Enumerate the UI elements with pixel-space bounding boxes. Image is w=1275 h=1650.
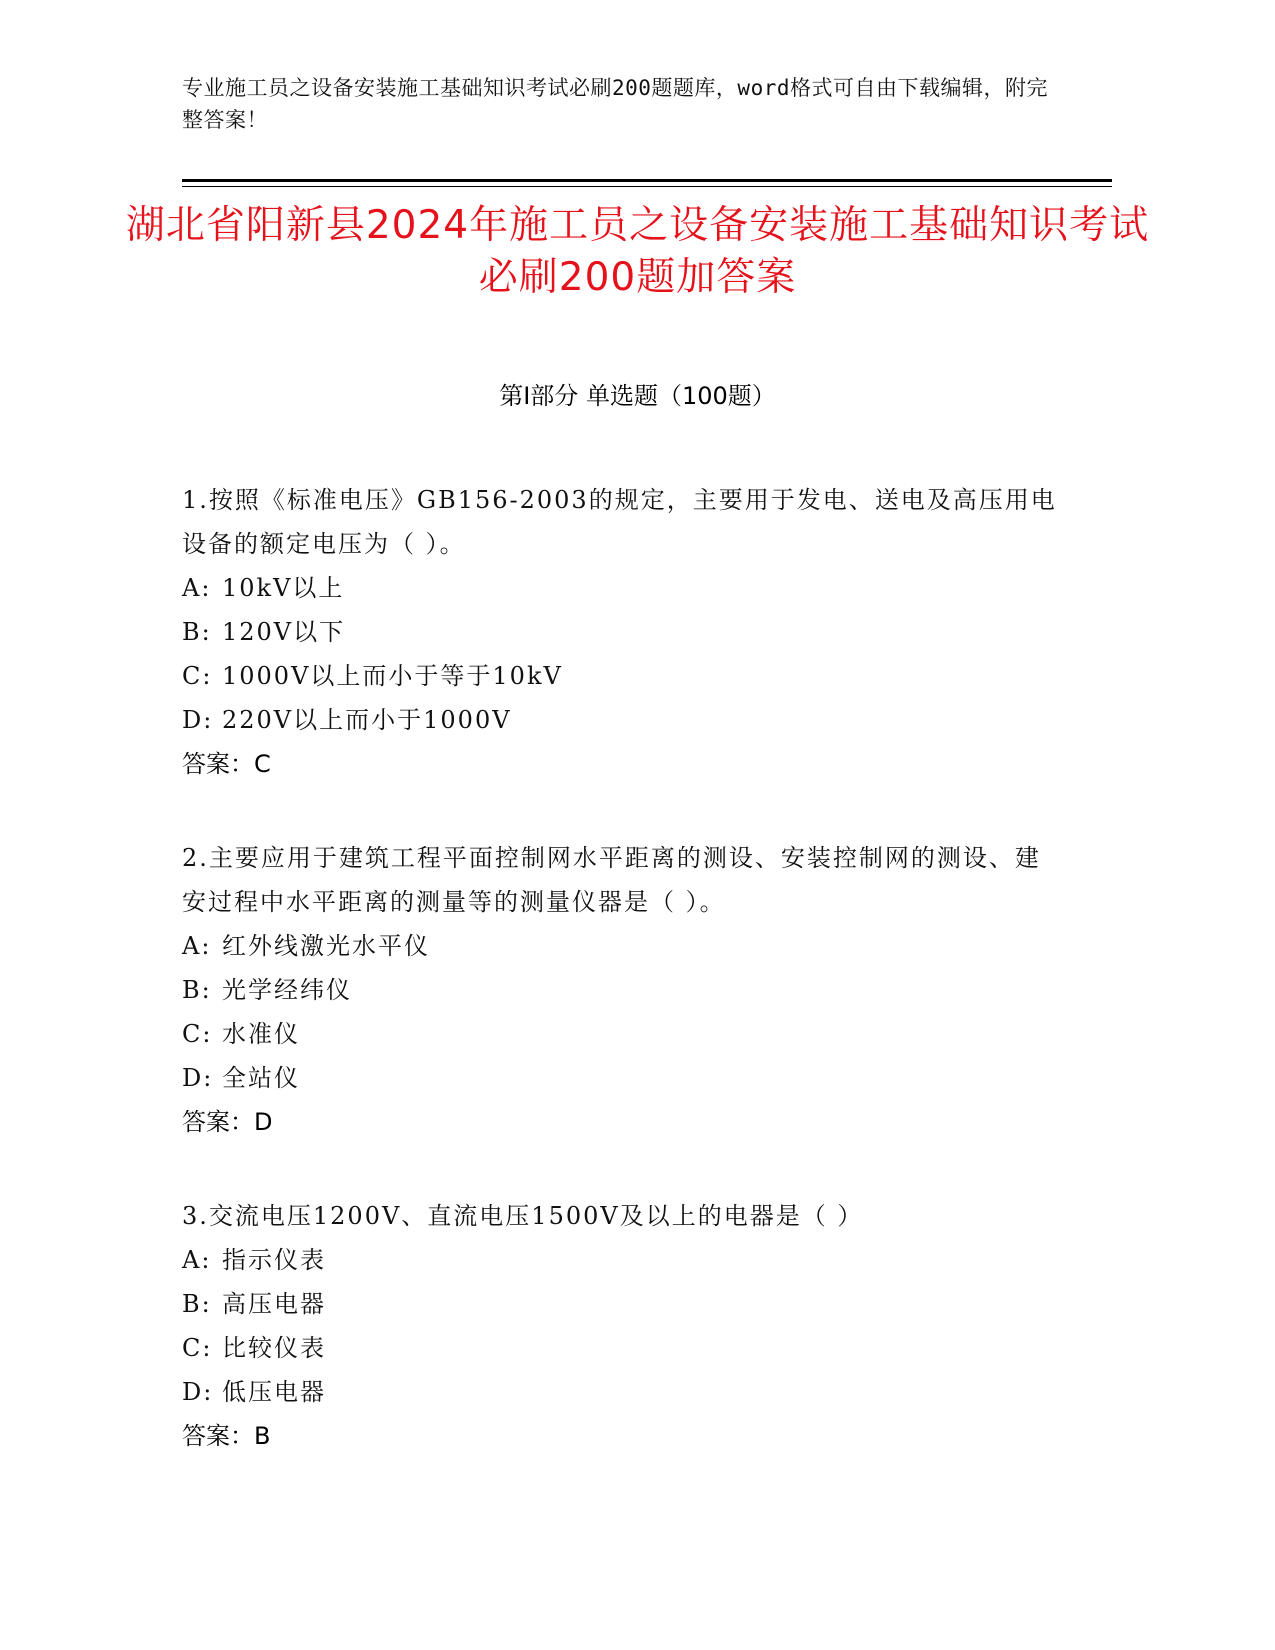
option-letter: A: — [182, 1246, 212, 1274]
document-title: 湖北省阳新县2024年施工员之设备安装施工基础知识考试必刷200题加答案 — [125, 203, 1150, 300]
header-divider-thick — [182, 179, 1112, 182]
question-list — [182, 478, 1062, 1508]
header-divider-thin — [182, 186, 1112, 187]
question-stem: 1.按照《标准电压》GB156-2003的规定，主要用于发电、送电及高压用电设备的额定电压为（ ）。 — [182, 486, 1057, 558]
option-letter: D: — [182, 706, 214, 734]
question-stem: 3.交流电压1200V、直流电压1500V及以上的电器是（ ） — [182, 1202, 864, 1230]
option-letter: C: — [182, 662, 213, 690]
question-stem: 2.主要应用于建筑工程平面控制网水平距离的测设、安装控制网的测设、建安过程中水平距离的测量等的测量仪器是（ ）。 — [182, 844, 1041, 916]
option-text: 红外线激光水平仪 — [222, 932, 430, 960]
question-2 — [182, 836, 1062, 1144]
option-b — [182, 1282, 1062, 1326]
option-b — [182, 968, 1062, 1012]
option-d — [182, 1370, 1062, 1414]
option-text: 低压电器 — [222, 1378, 326, 1406]
option-b — [182, 610, 1062, 654]
option-letter: D: — [182, 1064, 214, 1092]
option-letter: D: — [182, 1378, 214, 1406]
option-d — [182, 1056, 1062, 1100]
option-c — [182, 654, 1062, 698]
option-letter: A: — [182, 574, 212, 602]
option-text: 光学经纬仪 — [222, 976, 352, 1004]
option-text: 指示仪表 — [222, 1246, 326, 1274]
option-letter: C: — [182, 1334, 213, 1362]
option-text: 水准仪 — [222, 1020, 300, 1048]
option-letter: B: — [182, 976, 212, 1004]
option-d — [182, 698, 1062, 742]
option-a — [182, 1238, 1062, 1282]
option-a — [182, 924, 1062, 968]
header-note: 专业施工员之设备安装施工基础知识考试必刷200题题库，word格式可自由下载编辑，附完整答案！ — [182, 76, 1048, 132]
option-text: 120V以下 — [222, 618, 346, 646]
option-letter: B: — [182, 1290, 212, 1318]
option-letter: A: — [182, 932, 212, 960]
answer-line: 答案：C — [182, 750, 271, 778]
option-text: 比较仪表 — [222, 1334, 326, 1362]
option-a — [182, 566, 1062, 610]
option-c — [182, 1326, 1062, 1370]
option-text: 全站仪 — [222, 1064, 300, 1092]
option-c — [182, 1012, 1062, 1056]
option-letter: B: — [182, 618, 212, 646]
answer-line: 答案：B — [182, 1422, 271, 1450]
option-text: 220V以上而小于1000V — [222, 706, 512, 734]
option-text: 高压电器 — [222, 1290, 326, 1318]
option-letter: C: — [182, 1020, 213, 1048]
section-title: 第Ⅰ部分 单选题（100题） — [499, 382, 776, 410]
option-text: 1000V以上而小于等于10kV — [222, 662, 563, 690]
question-3 — [182, 1194, 1062, 1458]
question-1 — [182, 478, 1062, 786]
answer-line: 答案：D — [182, 1108, 273, 1136]
option-text: 10kV以上 — [222, 574, 345, 602]
